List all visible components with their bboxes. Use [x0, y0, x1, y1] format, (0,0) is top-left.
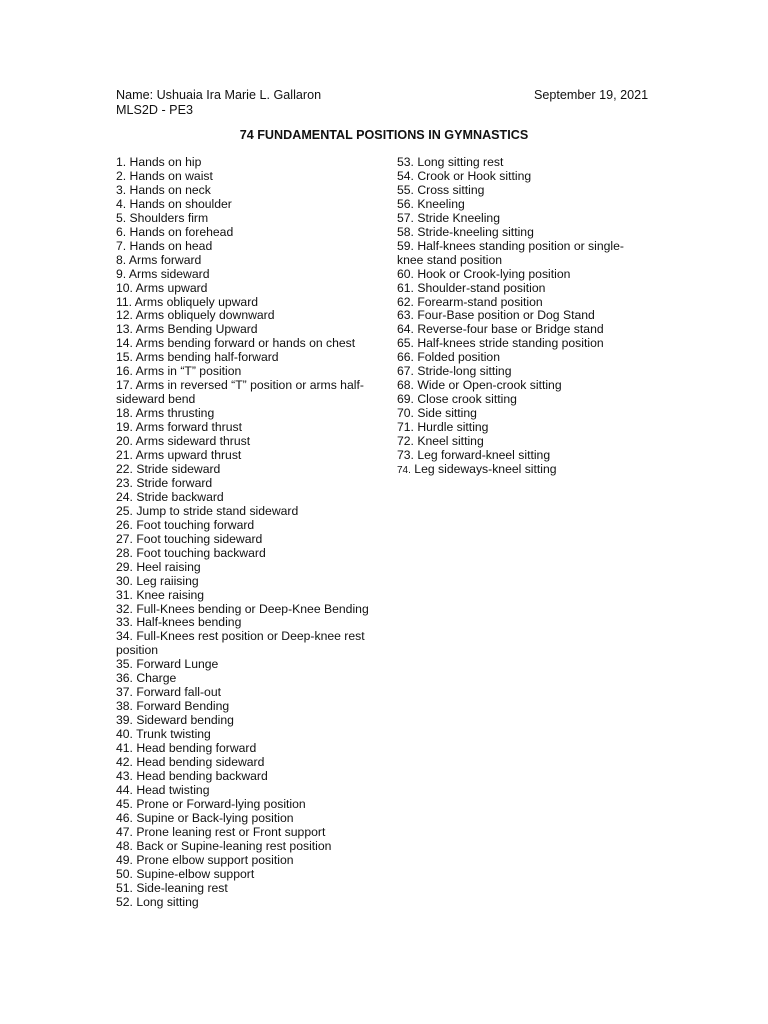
list-item: 7. Hands on head [116, 238, 213, 253]
list-item: 38. Forward Bending [116, 699, 230, 714]
list-item: 40. Trunk twisting [116, 727, 211, 742]
list-item: 24. Stride backward [116, 489, 224, 504]
list-item: 33. Half-knees bending [116, 615, 242, 630]
list-item: 34. Full-Knees rest position or Deep-knee rest position [116, 629, 365, 658]
student-name: Name: Ushuaia Ira Marie L. Gallaron [116, 88, 322, 102]
list-item: 42. Head bending sideward [116, 754, 265, 769]
list-item: 59. Half-knees standing position or single-knee stand position [397, 238, 624, 267]
list-item: 23. Stride forward [116, 475, 213, 490]
list-item: 32. Full-Knees bending or Deep-Knee Bending [116, 601, 369, 616]
list-item: 4. Hands on shoulder [116, 196, 232, 211]
list-item: 16. Arms in “T” position [116, 364, 242, 379]
list-item-74 [397, 463, 645, 478]
list-item: 71. Hurdle sitting [397, 420, 489, 435]
list-item: 25. Jump to stride stand sideward [116, 503, 299, 518]
list-item: 8. Arms forward [116, 252, 202, 267]
list-item: 69. Close crook sitting [397, 392, 517, 407]
list-item: 62. Forearm-stand position [397, 294, 543, 309]
list-item: 61. Shoulder-stand position [397, 280, 546, 295]
list-item: 5. Shoulders firm [116, 210, 209, 225]
list-item: 29. Heel raising [116, 559, 201, 574]
list-item: 43. Head bending backward [116, 768, 268, 783]
list-item: 66. Folded position [397, 350, 500, 365]
list-item: 58. Stride-kneeling sitting [397, 224, 534, 239]
list-item: 28. Foot touching backward [116, 545, 266, 560]
list-item: 39. Sideward bending [116, 713, 234, 728]
list-item: 55. Cross sitting [397, 182, 485, 197]
list-item: 41. Head bending forward [116, 741, 257, 756]
list-item: 19. Arms forward thrust [116, 420, 242, 435]
list-item: 60. Hook or Crook-lying position [397, 266, 571, 281]
list-item: 49. Prone elbow support position [116, 852, 294, 867]
list-item: 56. Kneeling [397, 196, 465, 211]
list-item: 37. Forward fall-out [116, 685, 221, 700]
positions-list-right [397, 156, 645, 478]
list-item: 3. Hands on neck [116, 182, 211, 197]
list-item: 68. Wide or Open-crook sitting [397, 378, 562, 393]
list-item: 1. Hands on hip [116, 155, 202, 169]
item-number: 74. [397, 464, 411, 476]
list-item: 35. Forward Lunge [116, 657, 219, 672]
list-item: 21. Arms upward thrust [116, 448, 242, 463]
list-item: 6. Hands on forehead [116, 224, 234, 239]
list-item: 13. Arms Bending Upward [116, 322, 258, 337]
list-item: 46. Supine or Back-lying position [116, 810, 294, 825]
list-item: 12. Arms obliquely downward [116, 308, 275, 323]
list-item: 72. Kneel sitting [397, 434, 484, 449]
list-item: 47. Prone leaning rest or Front support [116, 824, 326, 839]
list-item: 53. Long sitting rest [397, 155, 504, 169]
list-item: 51. Side-leaning rest [116, 880, 228, 895]
document-title: 74 FUNDAMENTAL POSITIONS IN GYMNASTICS [239, 128, 529, 142]
list-item: 63. Four-Base position or Dog Stand [397, 308, 595, 323]
list-item: 64. Reverse-four base or Bridge stand [397, 322, 604, 337]
list-item: 52. Long sitting [116, 894, 199, 909]
list-item: 15. Arms bending half-forward [116, 350, 279, 365]
list-item: 50. Supine-elbow support [116, 866, 255, 881]
list-item: 45. Prone or Forward-lying position [116, 796, 306, 811]
list-item: 22. Stride sideward [116, 461, 221, 476]
list-item: 17. Arms in reversed “T” position or arms half-sideward bend [116, 378, 364, 407]
list-item: 11. Arms obliquely upward [116, 294, 259, 309]
list-item: 36. Charge [116, 671, 177, 686]
list-item: 57. Stride Kneeling [397, 210, 500, 225]
course-section: MLS2D - PE3 [116, 103, 193, 117]
positions-list-left [116, 156, 386, 909]
list-item: 48. Back or Supine-leaning rest position [116, 838, 332, 853]
list-item: 44. Head twisting [116, 782, 210, 797]
list-item: 70. Side sitting [397, 406, 477, 421]
list-item: 10. Arms upward [116, 280, 208, 295]
list-item: 31. Knee raising [116, 587, 205, 602]
list-item: 73. Leg forward-kneel sitting [397, 448, 551, 463]
item-text: Leg sideways-kneel sitting [410, 461, 557, 476]
header-left [116, 88, 321, 118]
list-item: 27. Foot touching sideward [116, 531, 263, 546]
list-item: 67. Stride-long sitting [397, 364, 512, 379]
document-date: September 19, 2021 [534, 88, 649, 102]
list-item: 14. Arms bending forward or hands on chest [116, 336, 356, 351]
list-item: 9. Arms sideward [116, 266, 210, 281]
list-item: 30. Leg raiising [116, 573, 199, 588]
list-item: 54. Crook or Hook sitting [397, 168, 532, 183]
list-item: 18. Arms thrusting [116, 406, 215, 421]
list-item: 65. Half-knees stride standing position [397, 336, 604, 351]
list-item: 20. Arms sideward thrust [116, 434, 251, 449]
list-item: 26. Foot touching forward [116, 517, 255, 532]
list-item: 2. Hands on waist [116, 168, 213, 183]
